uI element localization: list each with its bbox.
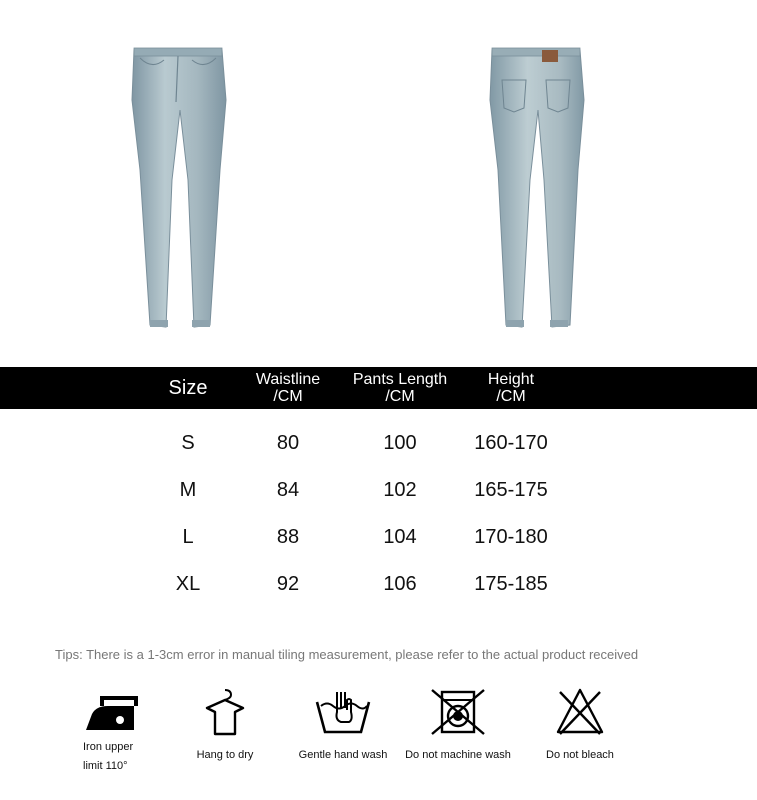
jeans-back-illustration xyxy=(482,40,592,340)
header-height xyxy=(470,367,552,409)
height-cell: 175-185 xyxy=(474,572,548,595)
header-height-unit: /CM xyxy=(496,388,526,405)
table-row xyxy=(0,517,757,557)
header-waistline-label: Waistline xyxy=(255,371,321,388)
size-cell: XL xyxy=(175,572,201,595)
jeans-front-illustration xyxy=(120,40,240,340)
size-table-header xyxy=(0,367,757,409)
height-cell: 160-170 xyxy=(474,431,548,454)
header-waistline xyxy=(243,367,333,409)
waist-cell: 88 xyxy=(276,525,300,548)
length-cell: 106 xyxy=(383,572,417,595)
iron-icon xyxy=(82,686,142,738)
size-cell: M xyxy=(179,478,197,501)
care-label-no-machine-wash: Do not machine wash xyxy=(405,749,511,761)
care-label-no-bleach: Do not bleach xyxy=(546,749,614,761)
care-label-iron-line2: limit 110° xyxy=(83,760,128,772)
care-item-no-bleach xyxy=(515,686,645,765)
header-pants-length-unit: /CM xyxy=(385,388,415,405)
waist-cell: 84 xyxy=(276,478,300,501)
header-waistline-unit: /CM xyxy=(273,388,303,405)
table-row xyxy=(0,470,757,510)
no-machine-wash-icon xyxy=(428,686,488,738)
length-cell: 104 xyxy=(383,525,417,548)
waist-cell: 92 xyxy=(276,572,300,595)
waist-cell: 80 xyxy=(276,431,300,454)
care-item-no-machine-wash xyxy=(393,686,523,765)
header-size-label: Size xyxy=(168,376,208,399)
hang-dry-icon xyxy=(195,686,255,738)
length-cell: 102 xyxy=(383,478,417,501)
no-bleach-icon xyxy=(550,686,610,738)
height-cell: 170-180 xyxy=(474,525,548,548)
care-item-hang-dry xyxy=(160,686,290,765)
table-row xyxy=(0,423,757,463)
header-pants-length xyxy=(340,367,460,409)
length-cell: 100 xyxy=(383,431,417,454)
header-pants-length-label: Pants Length xyxy=(352,371,448,388)
height-cell: 165-175 xyxy=(474,478,548,501)
measurement-tips: Tips: There is a 1-3cm error in manual tiling measurement, please refer to the actual product received xyxy=(55,647,639,662)
size-cell: L xyxy=(182,525,194,548)
care-item-hand-wash xyxy=(278,686,408,765)
jeans-front-photo xyxy=(120,40,240,340)
jeans-back-photo xyxy=(482,40,592,340)
table-row xyxy=(0,564,757,604)
care-label-hand-wash: Gentle hand wash xyxy=(298,749,388,761)
care-label-hang-dry: Hang to dry xyxy=(196,749,254,761)
header-height-label: Height xyxy=(487,371,535,388)
care-label-iron-line1: Iron upper xyxy=(83,741,134,753)
size-cell: S xyxy=(181,431,195,454)
hand-wash-icon xyxy=(313,686,373,738)
header-size xyxy=(150,367,226,409)
care-item-iron xyxy=(47,686,177,776)
